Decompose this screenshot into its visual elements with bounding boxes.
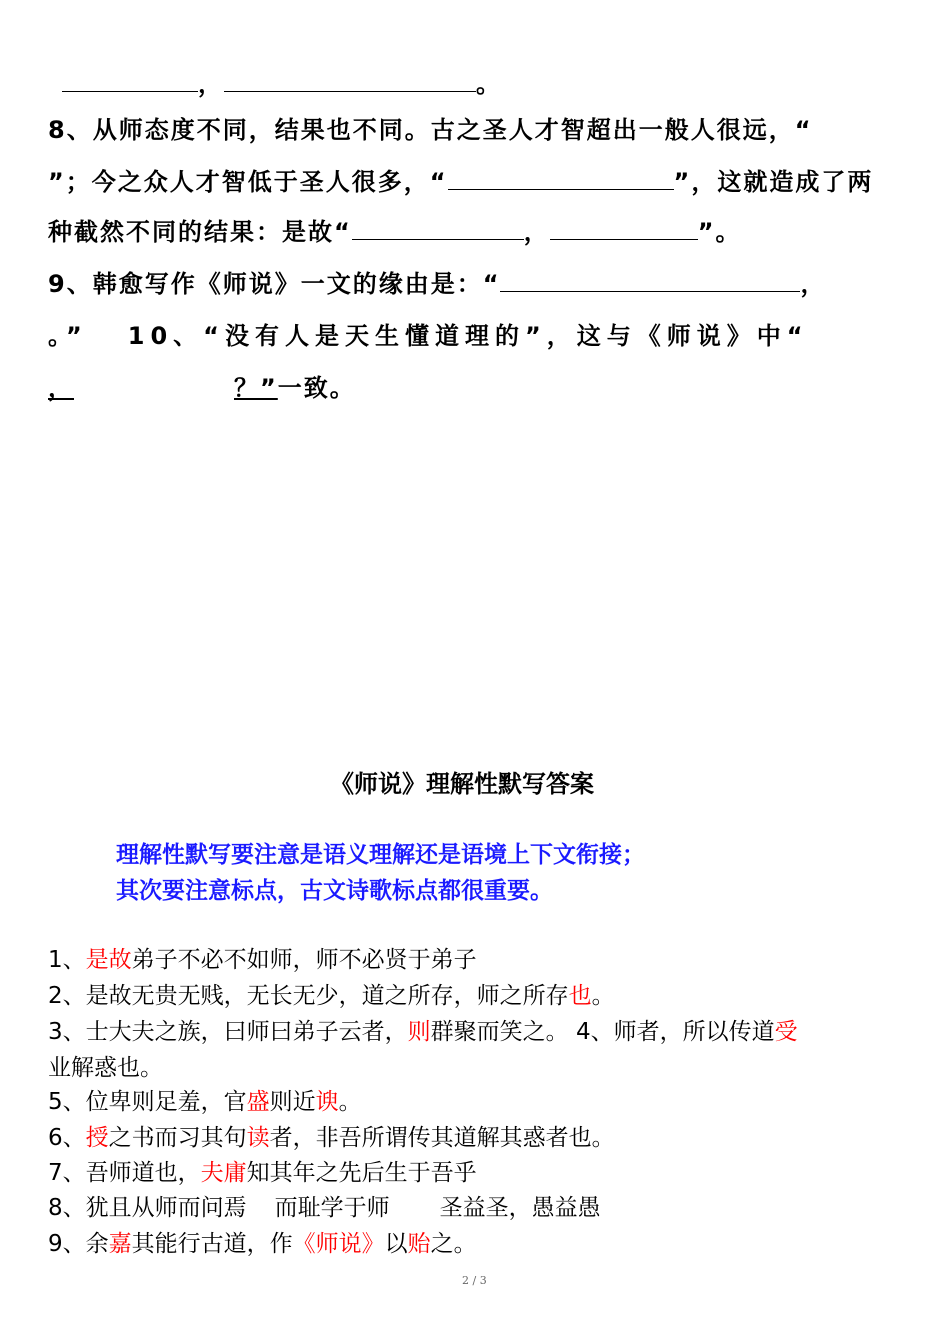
- answer-text: 9、余: [48, 1231, 109, 1257]
- tip-line-2: 其次要注意标点，古文诗歌标点都很重要。: [116, 878, 553, 904]
- q8-line3: [48, 212, 742, 247]
- page-number: 2 / 3: [462, 1274, 487, 1287]
- blank: [62, 67, 198, 92]
- answer-4-cont: 业解惑也。: [48, 1055, 163, 1081]
- q8-text: ”。: [697, 218, 742, 246]
- answer-highlight: 谀: [315, 1089, 339, 1115]
- comma: ，: [198, 70, 224, 98]
- answer-highlight: 夫庸: [200, 1160, 247, 1186]
- answer-text: 以: [384, 1231, 408, 1257]
- q8-line2: [48, 162, 873, 197]
- answer-text: 其能行古道，作: [131, 1231, 293, 1257]
- answer-highlight: 盛: [246, 1089, 270, 1115]
- q8-line1: [48, 110, 812, 145]
- answer-text: 3、士大夫之族，曰师曰弟子云者，: [48, 1019, 408, 1045]
- answer-text: 之书而习其句: [108, 1125, 247, 1151]
- comma: ，: [48, 374, 74, 402]
- tip-line-1: 理解性默写要注意是语义理解还是语境上下文衔接；: [116, 842, 645, 868]
- q9-line2: [48, 316, 809, 351]
- q8-text: 8、从师态度不同，结果也不同。古之圣人才智超出一般人很远，“: [48, 116, 813, 144]
- answer-1: [48, 941, 477, 974]
- answer-highlight: 也: [568, 983, 592, 1009]
- q9-text: 9、韩愈写作《师说》一文的缘由是：“: [48, 270, 501, 298]
- q9-text: 。”: [48, 322, 88, 350]
- period: 。: [476, 70, 502, 98]
- q10-text: 一致。: [277, 374, 356, 402]
- answer-text: 弟子不必不如师，师不必贤于弟子: [131, 947, 477, 973]
- answer-text: 2、是故无贵无贱，无长无少，道之所存，师之所存: [48, 983, 569, 1009]
- answer-highlight: 嘉: [108, 1231, 132, 1257]
- comma: ，: [800, 270, 827, 298]
- answer-text: 。: [591, 983, 615, 1009]
- answer-2: [48, 977, 615, 1010]
- question-mark: ？”: [234, 374, 278, 402]
- q9-line1: [48, 264, 826, 299]
- comma: ，: [523, 218, 550, 246]
- answer-text: 而耻学于师: [274, 1195, 390, 1221]
- answer-num: 6、: [48, 1125, 86, 1151]
- blank: [550, 215, 698, 240]
- blank: [352, 215, 524, 240]
- q8-text: ”；今之众人才智低于圣人很多，“: [48, 168, 448, 196]
- answer-highlight: 则: [407, 1019, 431, 1045]
- q8-text: ”，这就造成了两: [673, 168, 874, 196]
- answer-highlight: 读: [246, 1125, 270, 1151]
- answer-highlight: 受: [774, 1019, 798, 1045]
- answer-text: 8、犹且从师而问焉: [48, 1195, 247, 1221]
- answer-highlight: 贻: [407, 1231, 431, 1257]
- blank: [448, 165, 674, 190]
- answer-highlight: 授: [85, 1125, 109, 1151]
- blank: [500, 267, 800, 292]
- answer-3: [48, 1013, 798, 1046]
- answer-text: 圣益圣，愚益愚: [439, 1195, 601, 1221]
- answer-9: [48, 1225, 477, 1258]
- answer-5: [48, 1083, 362, 1116]
- answer-text: 之。: [430, 1231, 477, 1257]
- answer-text: 则近: [269, 1089, 316, 1115]
- answer-highlight: 《师说》: [292, 1231, 385, 1257]
- answer-8: [48, 1189, 601, 1222]
- q10-line2: [48, 368, 356, 403]
- answer-text: 。: [338, 1089, 362, 1115]
- answer-text: 7、吾师道也，: [48, 1160, 201, 1186]
- answer-text: 知其年之先后生于吾乎: [246, 1160, 477, 1186]
- q10-text: 10、“没有人是天生懂道理的”，这与《师说》中“: [127, 322, 809, 350]
- q8-text: 种截然不同的结果：是故“: [48, 218, 352, 246]
- answer-title: 《师说》理解性默写答案: [330, 770, 594, 798]
- answer-text: 者，非吾所谓传其道解其惑者也。: [269, 1125, 615, 1151]
- blank: [224, 67, 476, 92]
- answer-num: 1、: [48, 947, 86, 973]
- fill-line-continuation: [62, 64, 502, 99]
- answer-6: [48, 1119, 615, 1152]
- answer-text: 群聚而笑之。 4、师者，所以传道: [430, 1019, 775, 1045]
- answer-7: [48, 1154, 477, 1187]
- answer-highlight: 是故: [85, 947, 132, 973]
- answer-text: 5、位卑则足羞，官: [48, 1089, 247, 1115]
